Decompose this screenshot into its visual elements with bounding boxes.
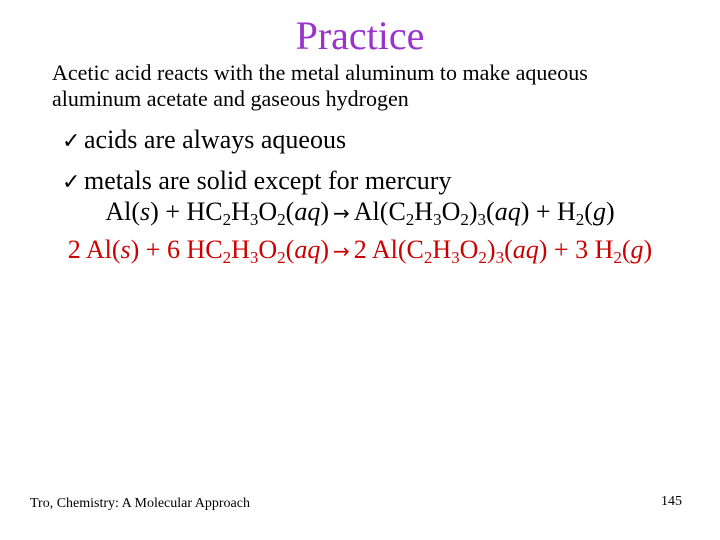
problem-line-2: aluminum acetate and gaseous hydrogen [52, 86, 409, 111]
reaction-arrow-icon: → [333, 239, 350, 263]
bullet-list [62, 120, 702, 202]
equation-lhs: $Al(s) + HC_2H_3O_2(aq)$ [105, 197, 330, 229]
footer-citation: Tro, Chemistry: A Molecular Approach [30, 496, 250, 511]
equation-lhs: 2 Al(s) + 6 $HC_2H_3O_2(aq)$ [67, 235, 329, 267]
equation-balanced [0, 234, 720, 267]
equation-rhs: 2 $Al(C_2H_3O_2)_3(aq) + 3$ $H_2(g)$ [353, 235, 653, 267]
checkmark-icon: ✓ [62, 129, 81, 154]
reaction-arrow-icon: → [333, 201, 350, 225]
bullet-text: acids are always aqueous [84, 125, 347, 154]
problem-statement [52, 60, 692, 112]
problem-line-1: Acetic acid reacts with the metal aluminum to make aqueous [52, 60, 588, 85]
bullet-item-acids [62, 120, 702, 161]
equation-rhs: $Al(C_2H_3O_2)_3(aq) + H_2(g)$ [353, 197, 615, 229]
equation-unbalanced [0, 196, 720, 229]
checkmark-icon: ✓ [62, 170, 81, 195]
bullet-text: metals are solid except for mercury [84, 166, 452, 195]
page-number: 145 [661, 494, 682, 509]
slide-title: Practice [295, 13, 425, 58]
